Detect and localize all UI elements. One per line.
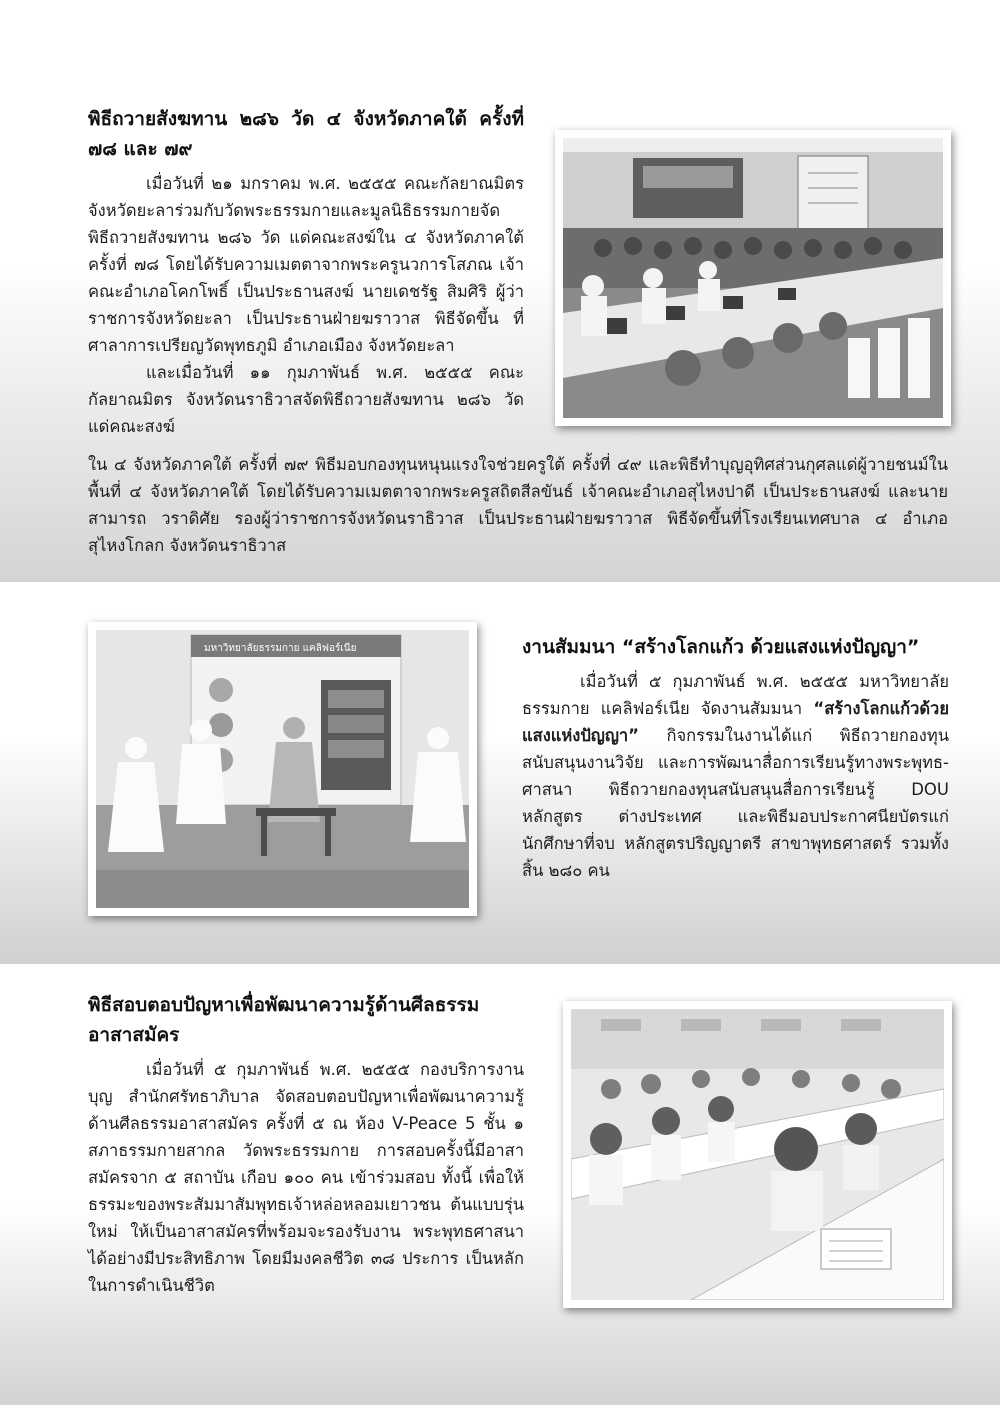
photo-exam-room	[563, 1001, 952, 1308]
photo-offering-ceremony	[555, 130, 951, 426]
article-1-para-2-rest: ใน ๔ จังหวัดภาคใต้ ครั้งที่ ๗๙ พิธีมอบกองทุนหนุนแรงใจช่วยครูใต้ ครั้งที่ ๔๙ และพิธีทำบุญอุทิศส่วนกุศลแด่ผู้วายชนม์ในพื้นที่ ๔ จังหวัดภาคใต้ โดยได้รับความเมตตาจากพระครูสถิตสีลขันธ์ เจ้าคณะอำเภอสุไหงปาดี เป็นประธานสงฆ์ และนายสามารถ วราดิศัย รองผู้ว่าราชการจังหวัดนราธิวาส เป็นประธานฝ่ายฆราวาส พิธีจัดขึ้นที่โรงเรียนเทศบาล ๔ อำเภอสุไหงโกลก จังหวัดนราธิวาส	[88, 455, 948, 555]
article-2-para	[522, 668, 949, 884]
article-2-text	[522, 632, 949, 884]
article-2-para-bold: “สร้างโลกแก้วด้วยแสงแห่งปัญญา”	[522, 699, 949, 745]
banner-text: มหาวิทยาลัยธรรมกาย แคลิฟอร์เนีย	[204, 643, 357, 654]
article-1-para-1: เมื่อวันที่ ๒๑ มกราคม พ.ศ. ๒๕๕๕ คณะกัลยาณมิตร จังหวัดยะลาร่วมกับวัดพระธรรมกายและมูลนิธิธรรมกายจัด พิธีถวายสังฆทาน ๒๘๖ วัด แด่คณะสงฆ์ใน ๔ จังหวัดภาคใต้ ครั้งที่ ๗๘ โดยได้รับความเมตตาจากพระครูนวการโสภณ เจ้าคณะอำเภอโคกโพธิ์ เป็นประธานสงฆ์ นายเดชรัฐ สิมศิริ ผู้ว่าราชการจังหวัดยะลา เป็นประธานฝ่ายฆราวาส พิธีจัดขึ้น ที่ศาลาการเปรียญวัดพุทธภูมิ อำเภอเมือง จังหวัดยะลา	[88, 174, 524, 355]
article-2-title: งานสัมมนา “สร้างโลกแก้ว ด้วยแสงแห่งปัญญา”	[522, 636, 920, 658]
article-1-para-2-start: และเมื่อวันที่ ๑๑ กุมภาพันธ์ พ.ศ. ๒๕๕๕ คณะกัลยาณมิตร จังหวัดนราธิวาสจัดพิธีถวายสังฆทาน ๒๘๖ วัด แด่คณะสงฆ์	[88, 363, 524, 436]
article-3-title: พิธีสอบตอบปัญหาเพื่อพัฒนาความรู้ด้านศีลธรรม อาสาสมัคร	[88, 994, 480, 1046]
photo-seminar	[88, 622, 477, 916]
article-2-para-a: เมื่อวันที่ ๕ กุมภาพันธ์ พ.ศ. ๒๕๕๕ มหาวิทยาลัย ธรรมกาย แคลิฟอร์เนีย จัดงานสัมมนา	[522, 672, 949, 718]
article-1-title: พิธีถวายสังฆทาน ๒๘๖ วัด ๔ จังหวัดภาคใต้ ครั้งที่ ๗๘ และ ๗๙	[88, 108, 524, 160]
article-1-top	[88, 104, 524, 440]
article-3-para: เมื่อวันที่ ๕ กุมภาพันธ์ พ.ศ. ๒๕๕๕ กองบริการงานบุญ สำนักศรัทธาภิบาล จัดสอบตอบปัญหาเพื่อพัฒนาความรู้ ด้านศีลธรรมอาสาสมัคร ครั้งที่ ๕ ณ ห้อง V-Peace 5 ชั้น ๑ สภาธรรมกายสากล วัดพระธรรมกาย การสอบครั้งนี้มีอาสา สมัครจาก ๕ สถาบัน เกือบ ๑๐๐ คน เข้าร่วมสอบ ทั้งนี้ เพื่อให้ธรรมะของพระสัมมาสัมพุทธเจ้าหล่อหลอมเยาวชน ต้นแบบรุ่นใหม่ ให้เป็นอาสาสมัครที่พร้อมจะรองรับงาน พระพุทธศาสนาได้อย่างมีประสิทธิภาพ โดยมีมงคลชีวิต ๓๘ ประการ เป็นหลักในการดำเนินชีวิต	[88, 1060, 524, 1295]
article-3-text	[88, 990, 524, 1299]
article-1-bottom	[88, 451, 948, 559]
article-2-para-b: กิจกรรมในงานได้แก่ พิธีถวายกองทุน สนับสนุนงานวิจัย และการพัฒนาสื่อการเรียนรู้ทางพระพุทธ-ศาสนา พิธีถวายกองทุนสนับสนุนสื่อการเรียนรู้ DOU หลักสูตร ต่างประเทศ และพิธีมอบประกาศนียบัตรแก่นักศึกษาที่จบ หลักสูตรปริญญาตรี สาขาพุทธศาสตร์ รวมทั้งสิ้น ๒๘๐ คน	[522, 726, 949, 880]
